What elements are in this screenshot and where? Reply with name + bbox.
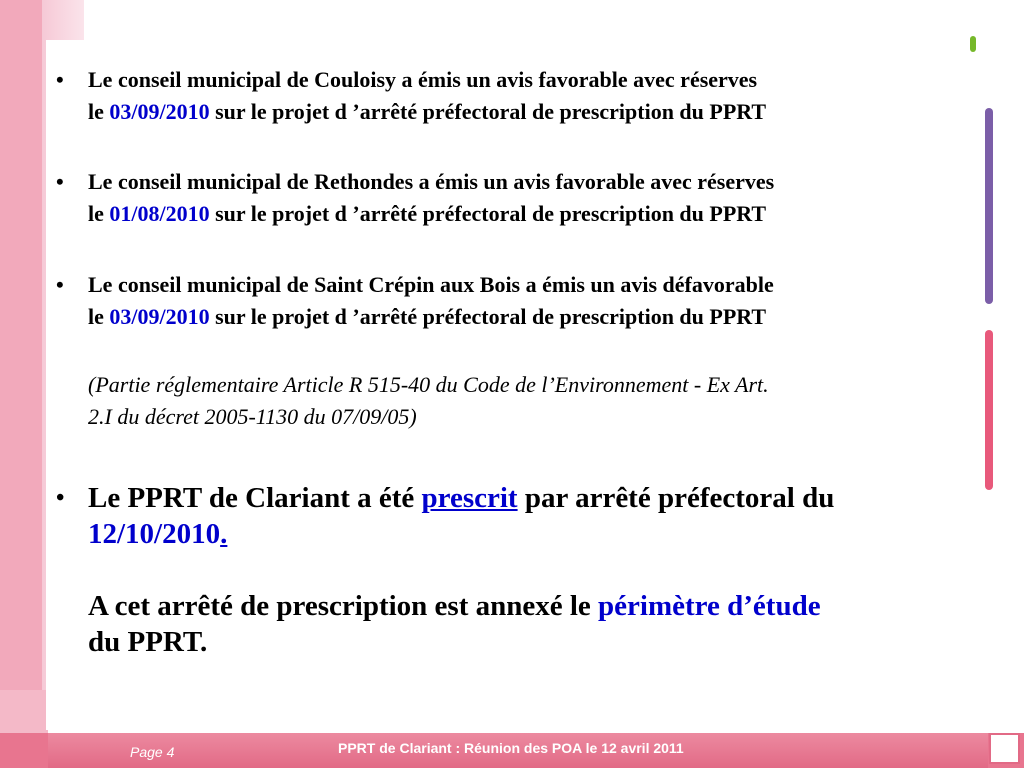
bullet-text: Le PPRT de Clariant a été — [88, 482, 422, 514]
bullet-line — [88, 516, 978, 552]
period-link[interactable]: . — [220, 518, 228, 550]
bullet-line: Le conseil municipal de Saint Crépin aux Bois a émis un avis défavorable — [88, 272, 774, 297]
bullet-line — [88, 198, 978, 230]
regulatory-note — [88, 369, 769, 433]
bullet-line — [88, 96, 978, 128]
bullet-marker: • — [56, 67, 64, 92]
bullet-marker: • — [56, 169, 64, 194]
bullet-text: A cet arrêté de prescription est annexé le — [88, 590, 599, 622]
bullet-text: le — [88, 201, 110, 226]
footer-corner-box — [989, 733, 1020, 764]
date-text: 01/08/2010 — [109, 201, 210, 226]
purple-accent-bar — [985, 108, 993, 304]
bullet-text: le — [88, 304, 110, 329]
bullet-line — [88, 480, 978, 516]
bullet-marker: • — [56, 485, 65, 511]
pink-accent-bar — [985, 330, 993, 490]
note-line: (Partie réglementaire Article R 515-40 du Code de l’Environnement - Ex Art. — [88, 372, 769, 397]
bullet-line: Le conseil municipal de Couloisy a émis un avis favorable avec réserves — [88, 67, 758, 92]
bullet-line: du PPRT. — [88, 626, 208, 658]
bullet-marker: • — [56, 272, 64, 297]
bullet-text: sur le projet d ’arrêté préfectoral de prescription du PPRT — [209, 201, 767, 226]
date-text: 12/10/2010 — [88, 518, 221, 550]
date-text: 03/09/2010 — [109, 99, 210, 124]
perimetre-text: périmètre d’étude — [598, 590, 821, 622]
green-accent-bar — [970, 36, 976, 52]
date-text: 03/09/2010 — [109, 304, 210, 329]
bullet-text: sur le projet d ’arrêté préfectoral de prescription du PPRT — [209, 304, 767, 329]
page-number: Page 4 — [130, 744, 175, 760]
footer-title: PPRT de Clariant : Réunion des POA le 12 avril 2011 — [338, 740, 684, 756]
bullet-line — [88, 301, 978, 333]
bullet-line: Le conseil municipal de Rethondes a émis un avis favorable avec réserves — [88, 169, 775, 194]
bullet-text: sur le projet d ’arrêté préfectoral de prescription du PPRT — [209, 99, 767, 124]
bullet-line — [88, 588, 978, 624]
note-line: 2.I du décret 2005-1130 du 07/09/05) — [88, 404, 417, 429]
bullet-text: le — [88, 99, 110, 124]
left-decor-corner — [0, 690, 48, 735]
prescrit-link[interactable]: prescrit — [421, 482, 518, 514]
left-decor-strip — [0, 0, 42, 735]
bullet-text: par arrêté préfectoral du — [517, 482, 835, 514]
